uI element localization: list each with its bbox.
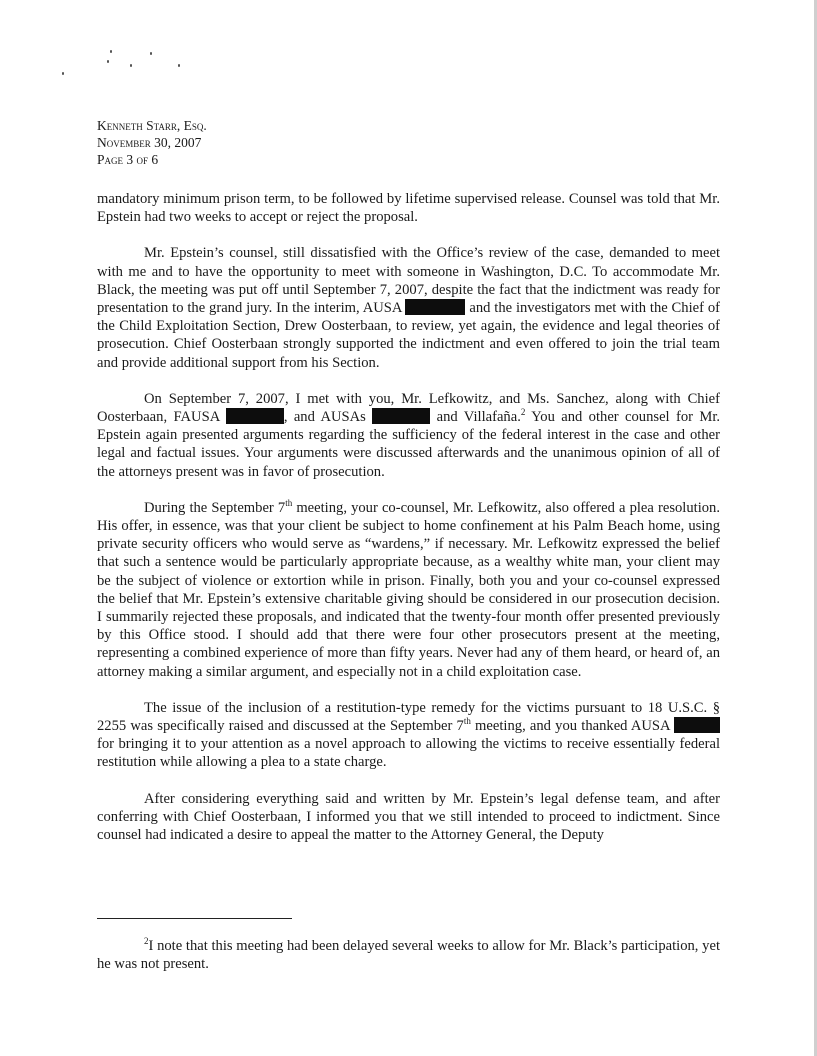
page-number: Page 3 of 6 [97, 152, 159, 167]
paragraph-text: meeting, and you thanked AUSA [470, 718, 670, 735]
redaction-box [226, 408, 284, 424]
footnote [97, 937, 720, 973]
paragraph-text: The issue of the inclusion of a restitution-type remedy for the victims pursuant to 18 U.S.C. § 2255 was specifically raised and discussed at the September 7 [97, 699, 720, 735]
footnote-divider [97, 918, 292, 919]
paragraph-text: meeting, your co-counsel, Mr. Lefkowitz, also offered a plea resolution. His offer, in essence, was that your client be subject to home confinement at his Palm Beach home, using private security officers who would serve as “wardens,” if necessary. Mr. Lefkowitz expressed the belief that such a sentence would be particularly appropriate because, as a wealthy white man, your client may be the subject of violence or extortion while in prison. Finally, both you and your co-counsel expressed the belief that Mr. Epstein’s extensive charitable giving should be considered in our prosecution decision. I summarily rejected these proposals, and indicated that the twenty-four month offer presented previously by this Office stood. I should add that there were four other prosecutors present at the meeting, representing a combined experience of more than fifty years. Never had any of them heard, or heard of, an attorney making a similar argument, and especially not in a child exploitation case. [97, 499, 720, 680]
letter-header [97, 117, 207, 168]
paragraph-5 [97, 699, 720, 772]
paragraph-text: You and other counsel for Mr. Epstein again presented arguments regarding the sufficiency of the federal interest in the case and other legal and factual issues. Your arguments were discussed afterwards and the unanimous opinion of all of the attorneys present was in favor of prosecution. [97, 409, 721, 480]
paragraph-6 [97, 790, 720, 845]
paragraph-2 [97, 244, 720, 371]
paragraph-text: , and AUSAs [283, 409, 366, 426]
letter-date: November 30, 2007 [97, 135, 202, 150]
ordinal-suffix: th [463, 716, 471, 727]
footnote-reference: 2 [520, 407, 526, 418]
footnote-marker: 2 [144, 936, 149, 947]
ordinal-suffix: th [285, 497, 293, 508]
paragraph-text: and Villafaña. [436, 409, 521, 426]
paragraph-4 [97, 499, 720, 681]
redaction-box [674, 717, 720, 733]
redaction-box [372, 408, 430, 424]
recipient-name: Kenneth Starr, Esq. [97, 118, 207, 133]
scan-specks [60, 48, 200, 78]
paragraph-text: mandatory minimum prison term, to be followed by lifetime supervised release. Counsel was told that Mr. Epstein had two weeks to accept or reject the proposal. [97, 191, 720, 226]
redaction-box [405, 299, 465, 315]
paragraph-text: After considering everything said and written by Mr. Epstein’s legal defense team, and after conferring with Chief Oosterbaan, I informed you that we still intended to proceed to indictment. Since counsel had indicated a desire to appeal the matter to the Attorney General, the Deputy [97, 790, 720, 844]
paragraph-text: During the September 7 [144, 499, 286, 516]
letter-body [97, 190, 720, 862]
paragraph-3 [97, 390, 720, 481]
paragraph-text: for bringing it to your attention as a novel approach to allowing the victims to receive essentially federal restitution while allowing a plea to a state charge. [97, 736, 720, 771]
paragraph-1 [97, 190, 720, 226]
paragraph-text: On September 7, 2007, I met with you, Mr. Lefkowitz, and Ms. Sanchez, along with Chief Oosterbaan, FAUSA [97, 390, 720, 426]
paragraph-text: Mr. Epstein’s counsel, still dissatisfied with the Office’s review of the case, demanded to meet with me and to have the opportunity to meet with someone in Washington, D.C. To accommodate Mr. Black, the meeting was put off until September 7, 2007, despite the fact that the indictment was ready for presentation to the grand jury. In the interim, AUSA [97, 245, 720, 317]
footnote-text: I note that this meeting had been delayed several weeks to allow for Mr. Black’s participation, yet he was not present. [97, 938, 720, 973]
paragraph-text: and the investigators met with the Chief of the Child Exploitation Section, Drew Oosterbaan, to review, yet again, the evidence and legal theories of prosecution. Chief Oosterbaan strongly supported the indictment and even offered to join the trial team and provide additional support from his Section. [97, 300, 720, 371]
